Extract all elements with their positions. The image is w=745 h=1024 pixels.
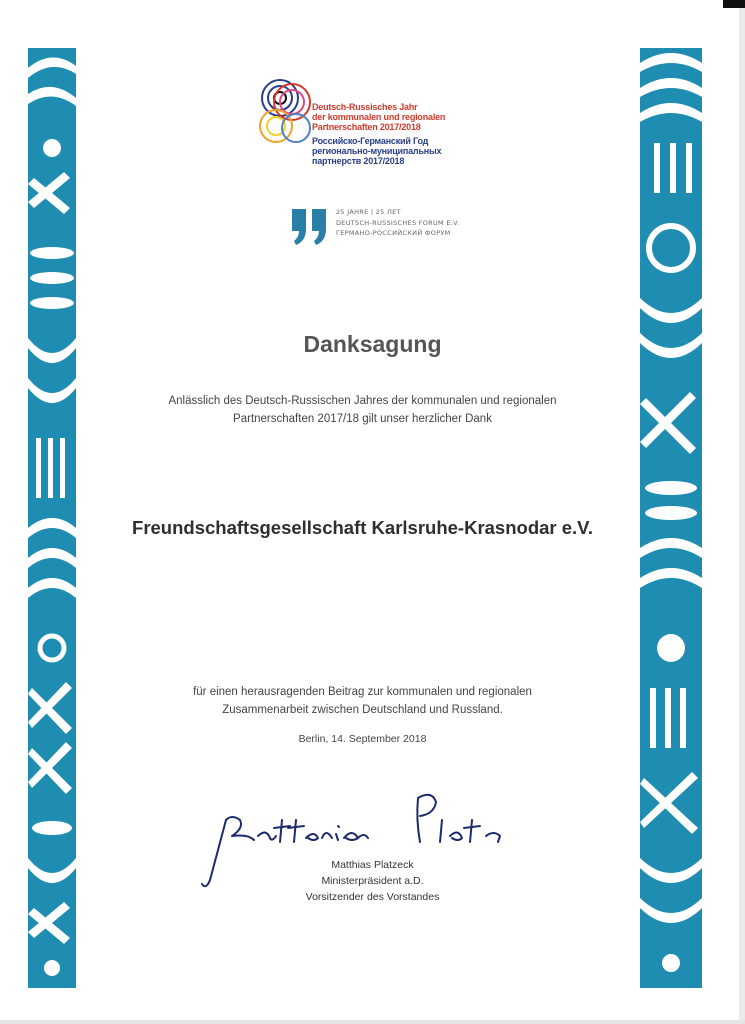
signer-name: Matthias Platzeck [331,859,414,871]
event-logo [258,70,458,180]
event-logo-de-line: Partnerschaften 2017/2018 [312,122,421,132]
event-logo-de-line: der kommunalen und regionalen [312,112,446,122]
forum-logo [290,207,460,251]
recipient-name: Freundschaftsgesellschaft Karlsruhe-Krasnodar e.V. [132,517,593,538]
scan-bottom-edge [0,1020,745,1024]
scan-corner-mark [723,0,745,8]
signer-block [0,857,745,905]
signer-title: Ministerpräsident a.D. [321,875,424,887]
forum-logo-text [336,207,459,239]
event-logo-russian-text [312,136,441,166]
signer-role: Vorsitzender des Vorstandes [305,891,440,903]
certificate-title: Danksagung [303,331,442,357]
event-logo-de-line: Deutsch-Russisches Jahr [312,102,418,112]
forum-logo-line: 25 JAHRE | 25 ЛЕТ [336,208,401,216]
event-logo-rings-icon [258,76,318,156]
intro-paragraph [0,392,725,428]
event-logo-ru-line: партнерств 2017/2018 [312,156,405,166]
reason-paragraph [0,683,725,719]
reason-line: für einen herausragenden Beitrag zur kommunalen und regionalen [193,686,532,698]
event-logo-ru-line: регионально-муниципальных [312,146,442,156]
intro-line: Anlässlich des Deutsch-Russischen Jahres der kommunalen und regionalen [168,395,557,407]
date-line: Berlin, 14. September 2018 [298,733,427,745]
forum-logo-line: DEUTSCH-RUSSISCHES FORUM E.V. [336,218,460,227]
event-logo-german-text [312,102,445,132]
reason-line: Zusammenarbeit zwischen Deutschland und Russland. [222,704,503,716]
quote-mark-icon [290,207,330,247]
forum-logo-line: ГЕРМАНО-РОССИЙСКИЙ ФОРУМ [336,229,451,237]
intro-line: Partnerschaften 2017/18 gilt unser herzlicher Dank [233,413,492,425]
event-logo-ru-line: Российско-Германский Год [312,136,429,146]
